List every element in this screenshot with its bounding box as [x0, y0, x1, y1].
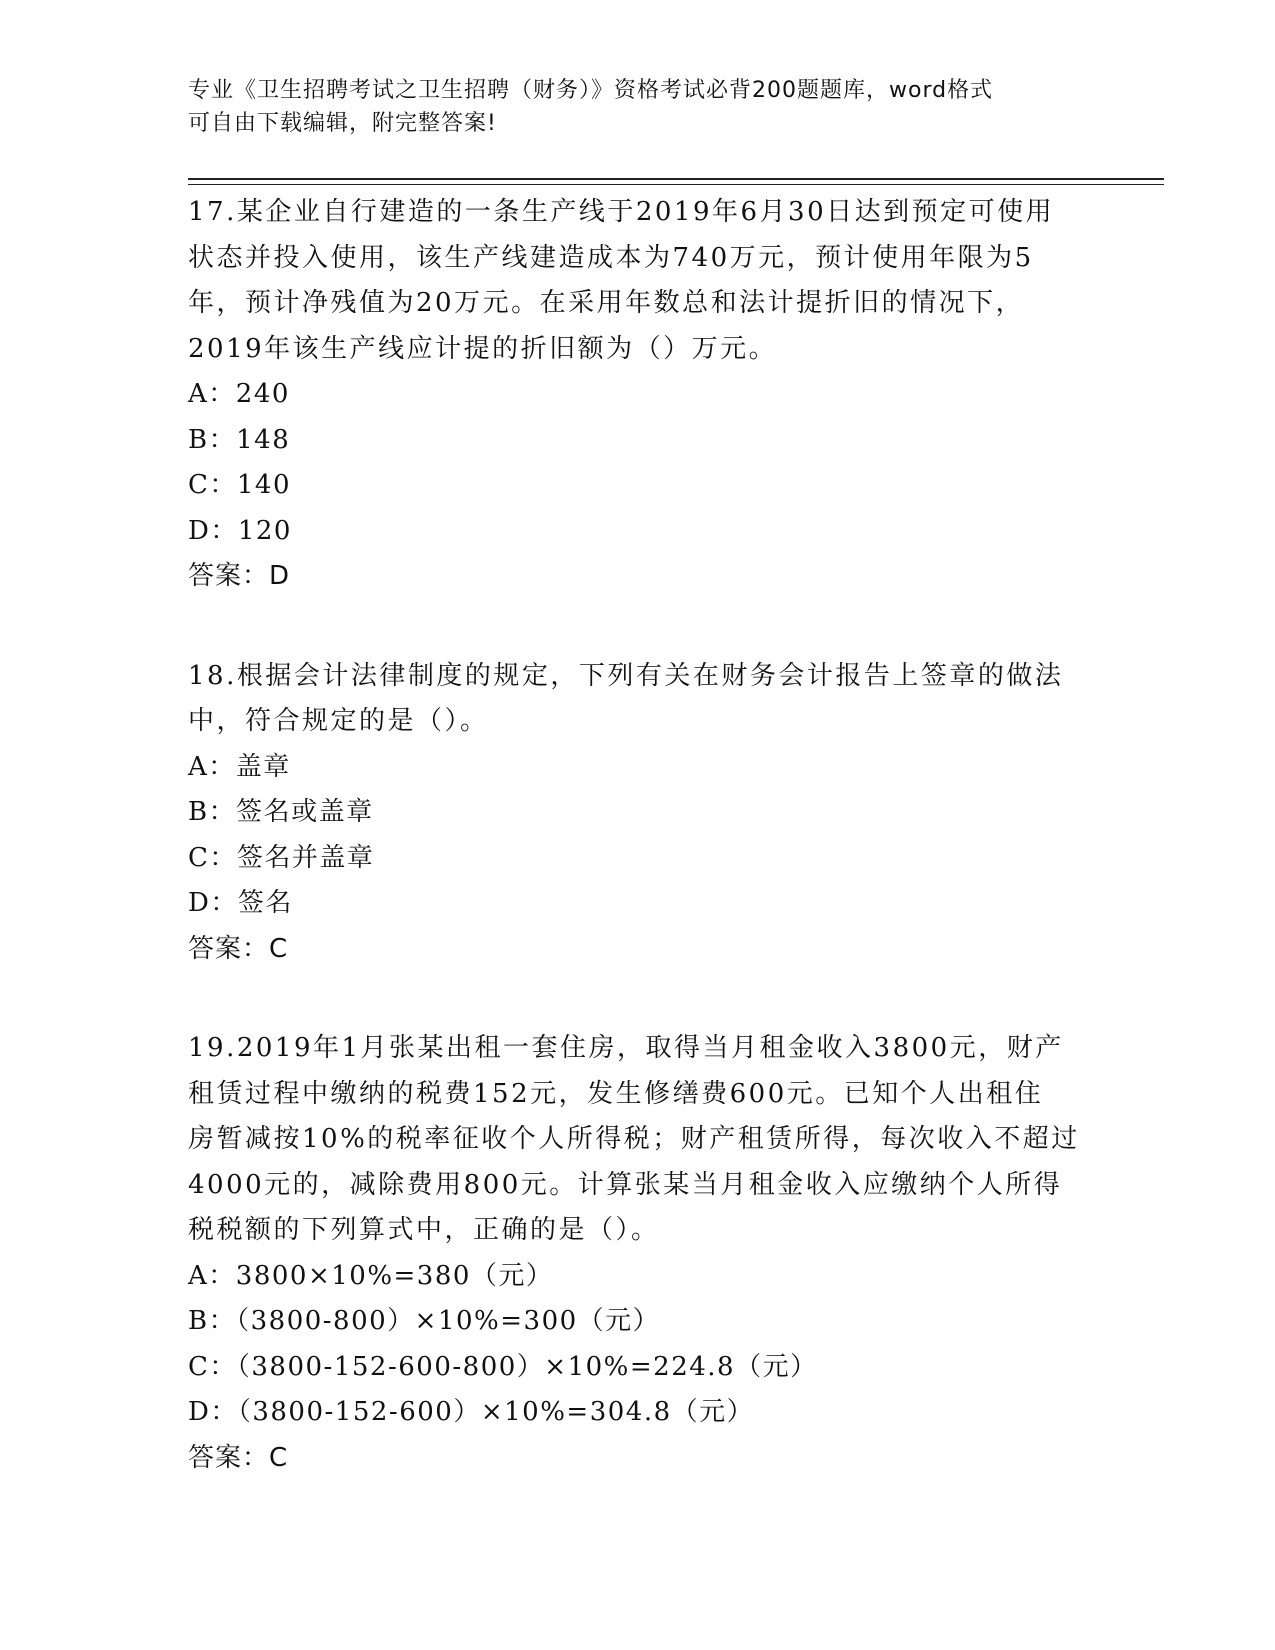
header-divider-thick	[188, 178, 1164, 180]
question-list	[188, 190, 1088, 1481]
question-text-line: 租赁过程中缴纳的税费152元，发生修缮费600元。已知个人出租住	[188, 1078, 1044, 1109]
document-header	[188, 74, 1088, 140]
question-19	[188, 1026, 1088, 1481]
question-text-line: 18.根据会计法律制度的规定，下列有关在财务会计报告上签章的做法	[188, 660, 1064, 691]
question-text-line: 税税额的下列算式中，正确的是（）。	[188, 1215, 660, 1245]
option-d: D：签名	[188, 888, 293, 918]
question-18	[188, 654, 1088, 973]
answer-line: 答案：D	[188, 561, 291, 591]
option-b: B：签名或盖章	[188, 797, 374, 827]
option-b: B：148	[188, 424, 291, 455]
question-text-line: 状态并投入使用，该生产线建造成本为740万元，预计使用年限为5	[188, 242, 1034, 273]
spacer	[188, 972, 1088, 1026]
option-a: A：240	[188, 379, 290, 409]
answer-line: 答案：C	[188, 933, 289, 964]
answer-line: 答案：C	[188, 1442, 289, 1473]
option-a: A：3800×10%=380（元）	[188, 1260, 554, 1291]
option-d: D：（3800-152-600）×10%=304.8（元）	[188, 1397, 755, 1427]
spacer	[188, 600, 1088, 654]
option-d: D：120	[188, 515, 292, 546]
header-divider-thin	[188, 184, 1164, 185]
option-c: C：140	[188, 470, 292, 500]
question-text-line: 19.2019年1月张某出租一套住房，取得当月租金收入3800元，财产	[188, 1033, 1064, 1063]
question-text-line: 年，预计净残值为20万元。在采用年数总和法计提折旧的情况下，	[188, 288, 1025, 318]
option-c: C：（3800-152-600-800）×10%=224.8（元）	[188, 1351, 818, 1382]
header-line-1: 专业《卫生招聘考试之卫生招聘（财务）》资格考试必背200题题库，word格式	[188, 78, 994, 103]
option-c: C：签名并盖章	[188, 842, 375, 873]
question-text-line: 4000元的，减除费用800元。计算张某当月租金收入应缴纳个人所得	[188, 1169, 1063, 1200]
question-text-line: 中，符合规定的是（）。	[188, 706, 489, 736]
option-b: B：（3800-800）×10%=300（元）	[188, 1306, 661, 1336]
question-text-line: 17.某企业自行建造的一条生产线于2019年6月30日达到预定可使用	[188, 197, 1055, 227]
option-a: A：盖章	[188, 751, 291, 782]
header-line-2: 可自由下载编辑，附完整答案!	[188, 111, 497, 136]
question-text-line: 房暂减按10%的税率征收个人所得税；财产租赁所得，每次收入不超过	[188, 1124, 1080, 1154]
question-text-line: 2019年该生产线应计提的折旧额为（）万元。	[188, 333, 778, 364]
question-17	[188, 190, 1088, 600]
